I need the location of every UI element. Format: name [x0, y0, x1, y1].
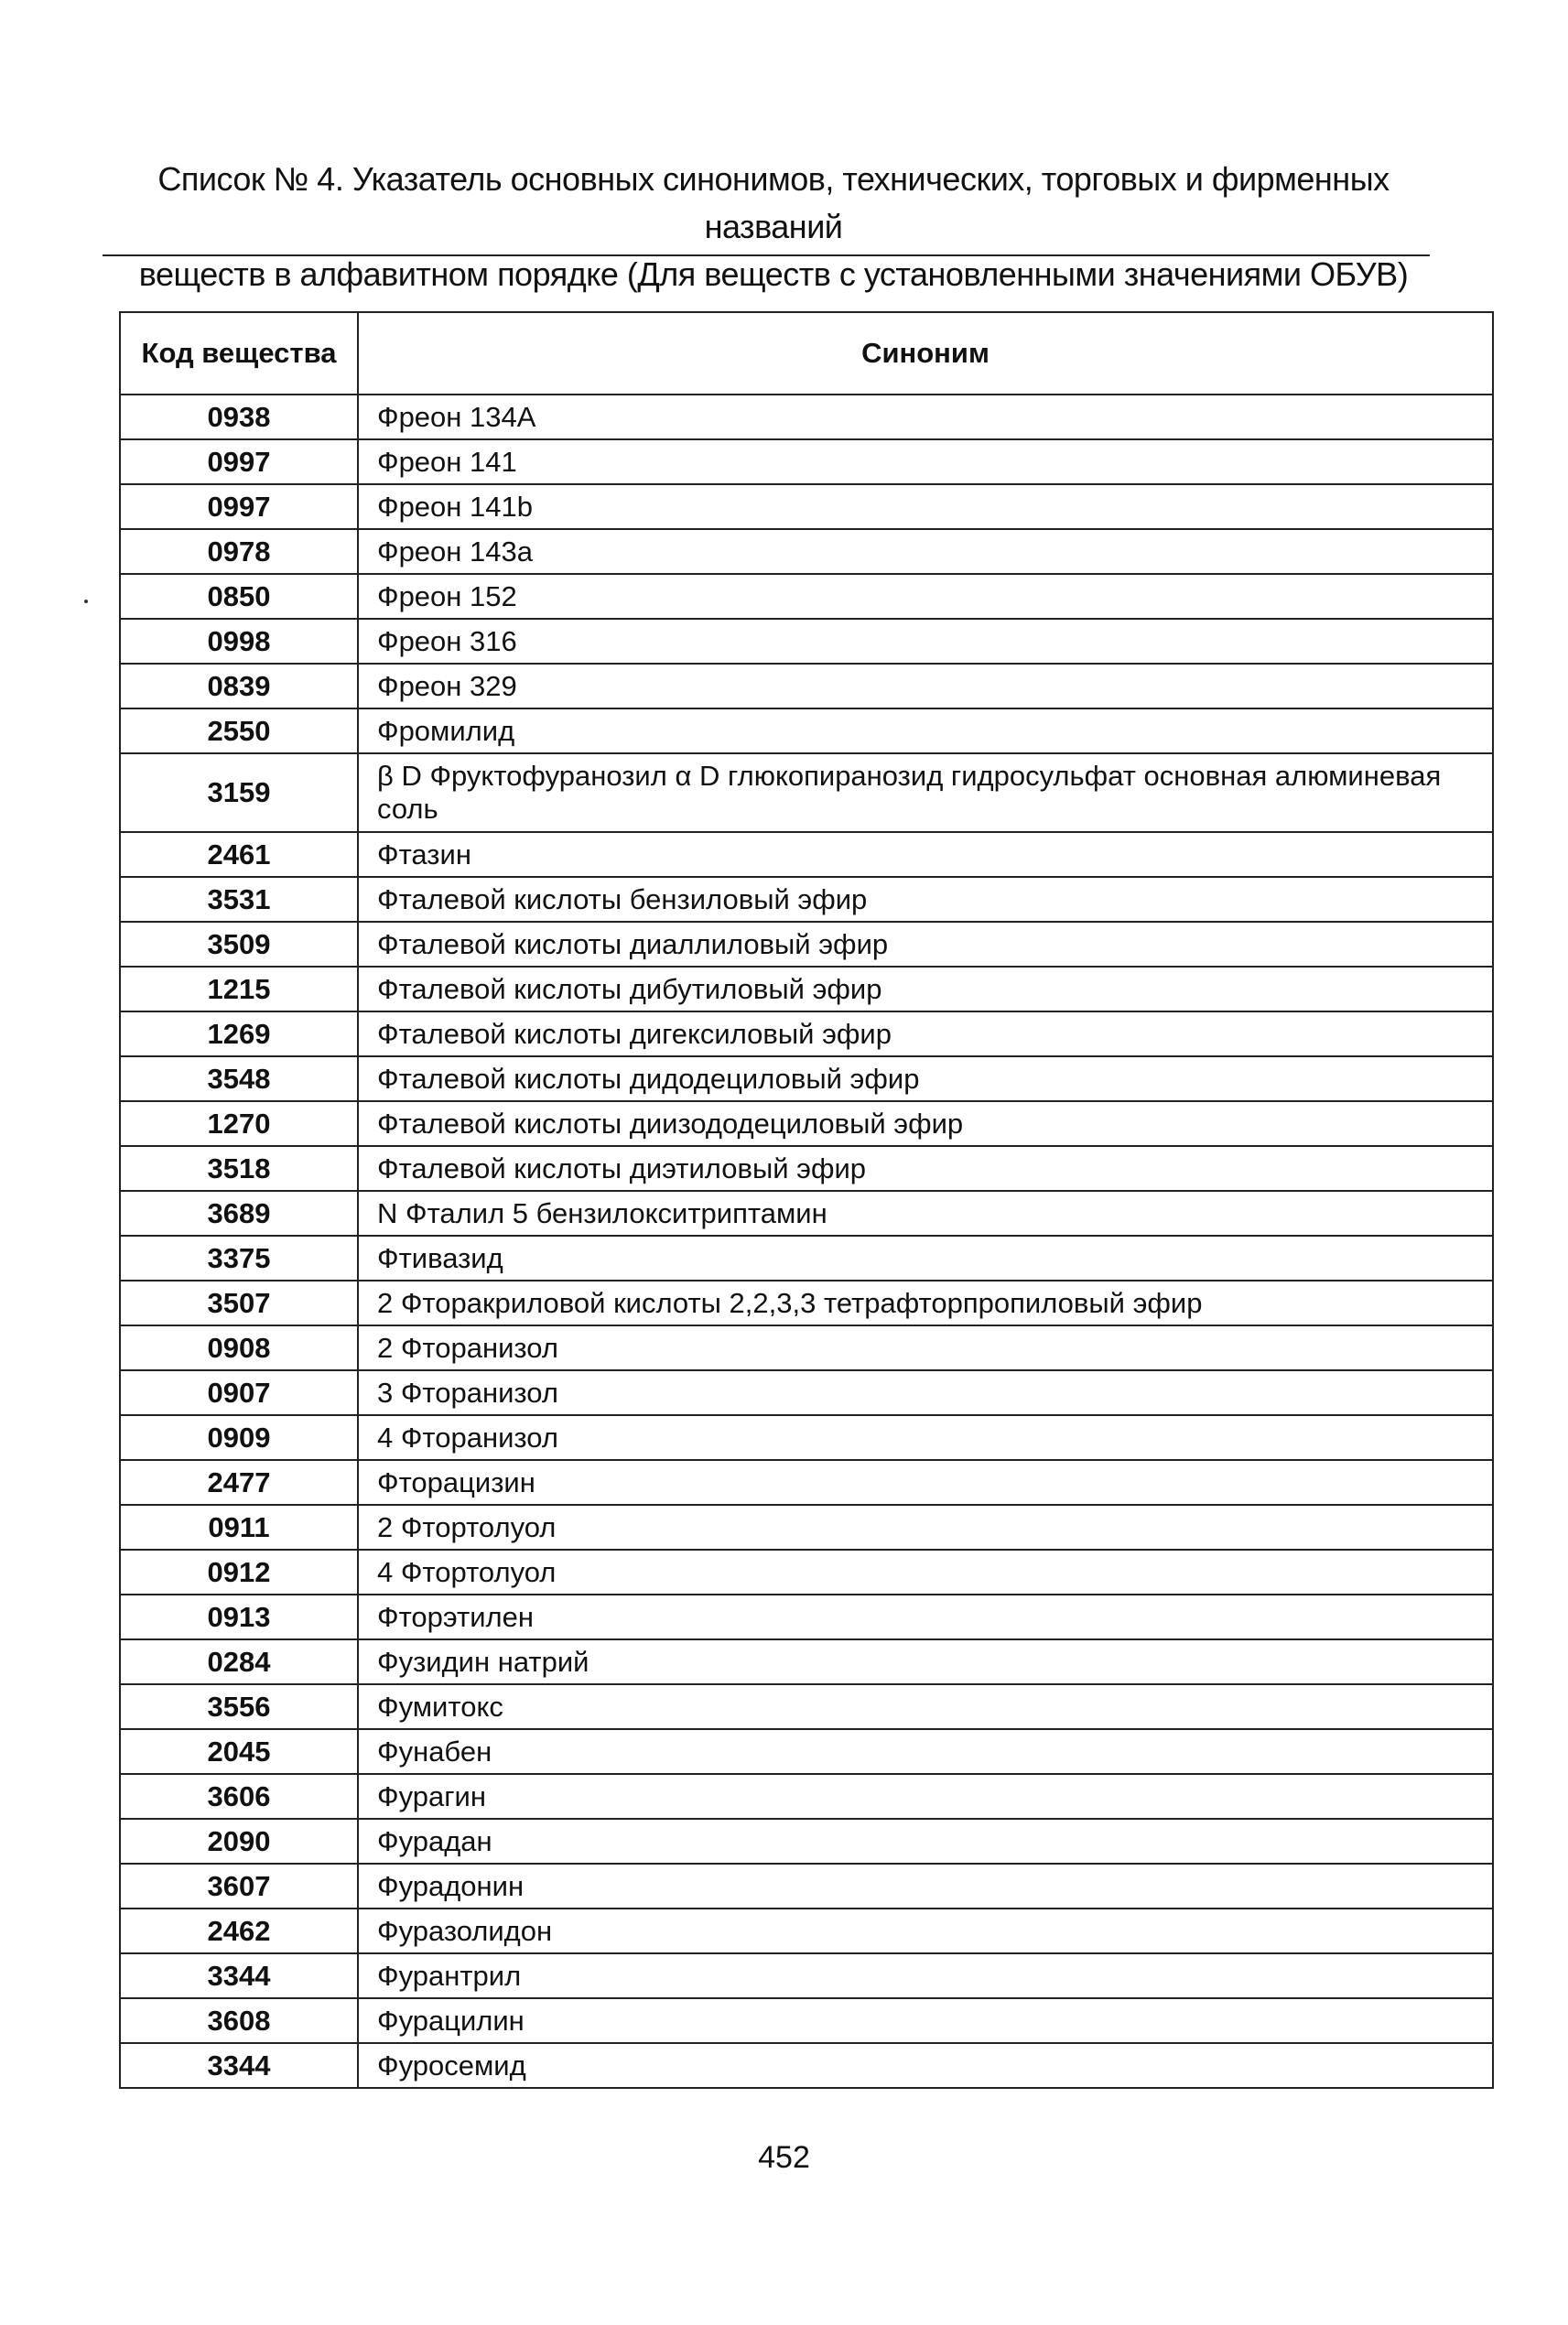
substance-code-cell: 3344 [120, 1953, 358, 1998]
substance-code-cell: 0850 [120, 574, 358, 619]
synonym-cell: Фунабен [358, 1729, 1493, 1774]
synonym-cell: Фторацизин [358, 1460, 1493, 1505]
synonym-cell: Фумитокс [358, 1684, 1493, 1729]
table-row [120, 1370, 1493, 1415]
table-body [120, 395, 1493, 2088]
table-row [120, 1774, 1493, 1819]
table-row [120, 1909, 1493, 1953]
table-row [120, 1684, 1493, 1729]
table-row [120, 1056, 1493, 1101]
synonym-cell: Фталевой кислоты диизододециловый эфир [358, 1101, 1493, 1146]
substance-code-cell: 0907 [120, 1370, 358, 1415]
synonym-cell: Фталевой кислоты бензиловый эфир [358, 877, 1493, 922]
synonym-cell: Фреон 134A [358, 395, 1493, 439]
title-line-1: Список № 4. Указатель основных синонимов, технических, торговых и фирменных названий [157, 160, 1390, 245]
page-number: 452 [758, 2140, 810, 2175]
substance-code-cell: 3375 [120, 1236, 358, 1281]
table-row [120, 967, 1493, 1011]
table-row [120, 1415, 1493, 1460]
table-row [120, 619, 1493, 664]
table-row [120, 753, 1493, 832]
table-row [120, 1281, 1493, 1325]
table-row [120, 1325, 1493, 1370]
synonym-cell: Фурадонин [358, 1864, 1493, 1909]
table-row [120, 529, 1493, 574]
substance-code-cell: 3607 [120, 1864, 358, 1909]
substance-code-cell: 3507 [120, 1281, 358, 1325]
table-row [120, 574, 1493, 619]
synonym-cell: Фурантрил [358, 1953, 1493, 1998]
synonym-table [119, 311, 1494, 2089]
substance-code-cell: 1270 [120, 1101, 358, 1146]
synonym-cell: Фреон 152 [358, 574, 1493, 619]
table-row [120, 664, 1493, 708]
synonym-cell: Фузидин натрий [358, 1639, 1493, 1684]
synonym-cell: Фталевой кислоты дидодециловый эфир [358, 1056, 1493, 1101]
synonym-cell: Фреон 316 [358, 619, 1493, 664]
table-row [120, 1460, 1493, 1505]
synonym-cell: Фтазин [358, 832, 1493, 877]
synonym-cell: Фреон 141 [358, 439, 1493, 484]
table-row [120, 1953, 1493, 1998]
table-row [120, 1595, 1493, 1639]
synonym-cell: N Фталил 5 бензилокситриптамин [358, 1191, 1493, 1236]
substance-code-cell: 0284 [120, 1639, 358, 1684]
table-row [120, 484, 1493, 529]
table-row [120, 1550, 1493, 1595]
substance-code-cell: 0839 [120, 664, 358, 708]
synonym-cell: Фуросемид [358, 2043, 1493, 2088]
document-title [105, 156, 1442, 298]
header-synonym: Синоним [358, 312, 1493, 395]
substance-code-cell: 0997 [120, 439, 358, 484]
substance-code-cell: 3509 [120, 922, 358, 967]
substance-code-cell: 3531 [120, 877, 358, 922]
synonym-cell: Фреон 141b [358, 484, 1493, 529]
substance-code-cell: 0938 [120, 395, 358, 439]
substance-code-cell: 3606 [120, 1774, 358, 1819]
substance-code-cell: 0913 [120, 1595, 358, 1639]
table-row [120, 395, 1493, 439]
table-row [120, 1639, 1493, 1684]
synonym-cell: 2 Фторакриловой кислоты 2,2,3,3 тетрафторпропиловый эфир [358, 1281, 1493, 1325]
substance-code-cell: 0908 [120, 1325, 358, 1370]
title-divider [103, 254, 1430, 256]
synonym-cell: 3 Фторанизол [358, 1370, 1493, 1415]
header-code: Код вещества [120, 312, 358, 395]
substance-code-cell: 3608 [120, 1998, 358, 2043]
table-row [120, 832, 1493, 877]
substance-code-cell: 3556 [120, 1684, 358, 1729]
table-row [120, 1011, 1493, 1056]
table-header-row [120, 312, 1493, 395]
synonym-cell: 4 Фторанизол [358, 1415, 1493, 1460]
substance-code-cell: 3689 [120, 1191, 358, 1236]
substance-code-cell: 2461 [120, 832, 358, 877]
synonym-cell: Фромилид [358, 708, 1493, 753]
substance-code-cell: 0912 [120, 1550, 358, 1595]
synonym-cell: Фторэтилен [358, 1595, 1493, 1639]
synonym-cell: Фурагин [358, 1774, 1493, 1819]
synonym-cell: Фталевой кислоты дибутиловый эфир [358, 967, 1493, 1011]
substance-code-cell: 1215 [120, 967, 358, 1011]
table-row [120, 1146, 1493, 1191]
margin-speck [84, 600, 88, 603]
substance-code-cell: 0997 [120, 484, 358, 529]
synonym-cell: Фталевой кислоты дигексиловый эфир [358, 1011, 1493, 1056]
synonym-cell: Фурадан [358, 1819, 1493, 1864]
table-row [120, 1236, 1493, 1281]
substance-code-cell: 2477 [120, 1460, 358, 1505]
substance-code-cell: 3159 [120, 753, 358, 832]
substance-code-cell: 3518 [120, 1146, 358, 1191]
substance-code-cell: 0998 [120, 619, 358, 664]
synonym-cell: Фреон 329 [358, 664, 1493, 708]
synonym-cell: β D Фруктофуранозил α D глюкопиранозид гидросульфат основная алюминевая соль [358, 753, 1493, 832]
synonym-cell: Фтивазид [358, 1236, 1493, 1281]
synonym-cell: Фреон 143а [358, 529, 1493, 574]
substance-code-cell: 2045 [120, 1729, 358, 1774]
substance-code-cell: 3344 [120, 2043, 358, 2088]
table-row [120, 1864, 1493, 1909]
synonym-cell: Фурацилин [358, 1998, 1493, 2043]
table-row [120, 922, 1493, 967]
title-line-2: веществ в алфавитном порядке (Для веществ с установленными значениями ОБУВ) [138, 255, 1409, 293]
substance-code-cell: 0911 [120, 1505, 358, 1550]
substance-code-cell: 2462 [120, 1909, 358, 1953]
substance-code-cell: 0978 [120, 529, 358, 574]
synonym-cell: Фуразолидон [358, 1909, 1493, 1953]
substance-code-cell: 2090 [120, 1819, 358, 1864]
synonym-cell: Фталевой кислоты диаллиловый эфир [358, 922, 1493, 967]
substance-code-cell: 0909 [120, 1415, 358, 1460]
substance-code-cell: 2550 [120, 708, 358, 753]
table-row [120, 2043, 1493, 2088]
substance-code-cell: 3548 [120, 1056, 358, 1101]
table-row [120, 1998, 1493, 2043]
synonym-cell: Фталевой кислоты диэтиловый эфир [358, 1146, 1493, 1191]
table-row [120, 708, 1493, 753]
table-row [120, 439, 1493, 484]
table-row [120, 1819, 1493, 1864]
table-row [120, 1729, 1493, 1774]
table-row [120, 1505, 1493, 1550]
table-row [120, 1191, 1493, 1236]
table-row [120, 877, 1493, 922]
table-row [120, 1101, 1493, 1146]
synonym-cell: 4 Фтортолуол [358, 1550, 1493, 1595]
synonym-cell: 2 Фторанизол [358, 1325, 1493, 1370]
substance-code-cell: 1269 [120, 1011, 358, 1056]
synonym-cell: 2 Фтортолуол [358, 1505, 1493, 1550]
